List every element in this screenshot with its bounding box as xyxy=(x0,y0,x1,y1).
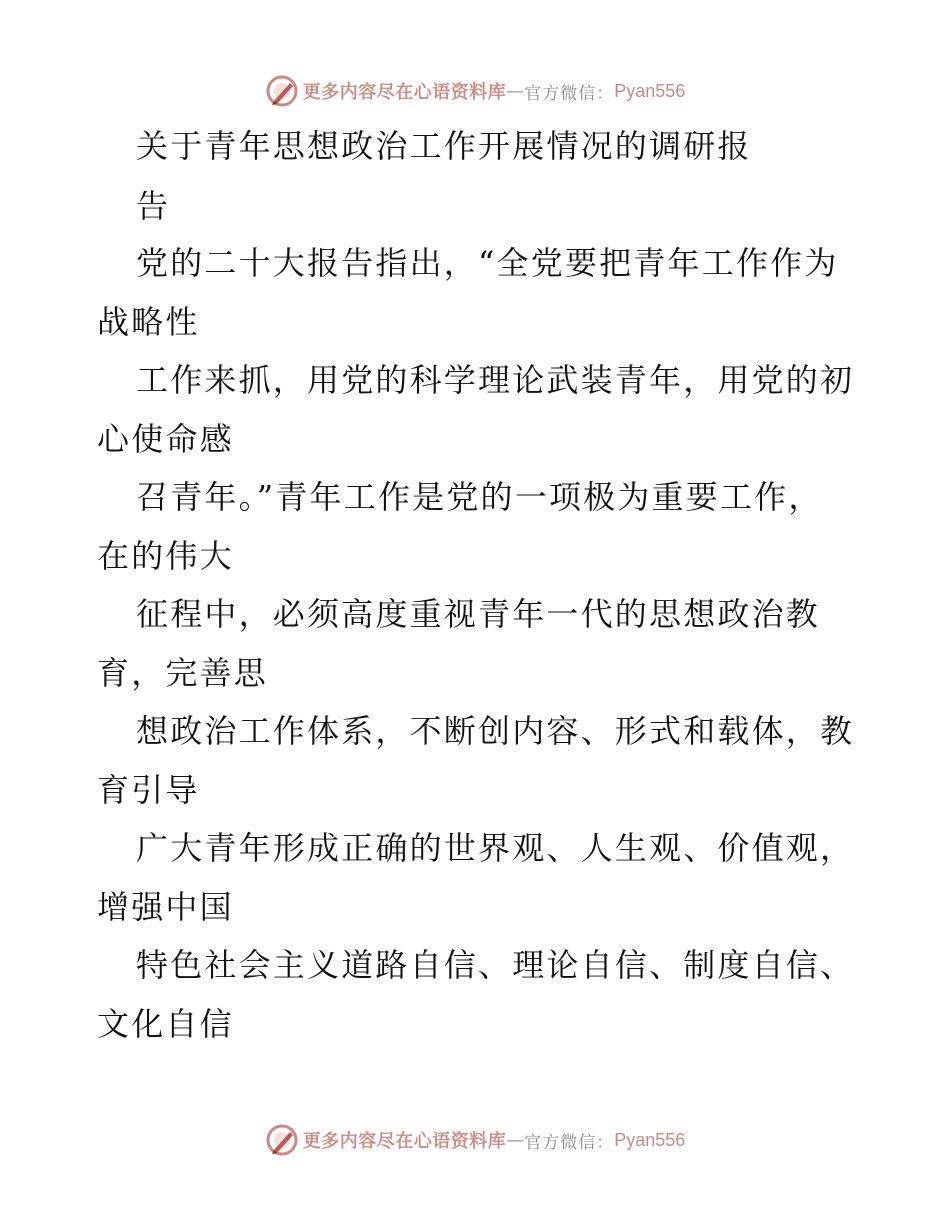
paragraph-line: 征程中，必须高度重视青年一代的思想政治教 xyxy=(136,595,821,633)
header-official-label: 官方微信： xyxy=(524,83,615,104)
pen-logo-icon xyxy=(265,74,299,108)
footer-watermark xyxy=(0,1120,950,1160)
paragraph-line: 想政治工作体系，不断创内容、形式和载体，教 xyxy=(136,712,855,750)
document-title-line-2: 告 xyxy=(136,187,171,225)
paragraph-line: 党的二十大报告指出，“全党要把青年工作作为 xyxy=(136,244,839,282)
header-wechat-handle: Pyan556 xyxy=(614,80,686,101)
footer-wechat-handle: Pyan556 xyxy=(614,1129,686,1150)
paragraph-line: 育，完善思 xyxy=(97,654,269,692)
footer-official-label: 官方微信： xyxy=(524,1132,615,1153)
header-watermark xyxy=(0,71,950,111)
paragraph-line: 育引导 xyxy=(97,771,200,809)
document-title-line-1: 关于青年思想政治工作开展情况的调研报 xyxy=(136,127,752,165)
footer-promo-text: 更多内容尽在心语资料库 xyxy=(302,1131,507,1152)
pen-logo-icon xyxy=(265,1123,299,1157)
paragraph-line: 广大青年形成正确的世界观、人生观、价值观， xyxy=(136,829,855,867)
footer-separator: — xyxy=(506,1129,525,1151)
paragraph-line: 召青年。”青年工作是党的一项极为重要工作， xyxy=(136,478,823,516)
paragraph-line: 工作来抓，用党的科学理论武装青年，用党的初 xyxy=(136,361,855,399)
header-separator: — xyxy=(506,80,525,102)
paragraph-line: 在的伟大 xyxy=(97,537,234,575)
paragraph-line: 增强中国 xyxy=(97,888,234,926)
paragraph-line: 特色社会主义道路自信、理论自信、制度自信、 xyxy=(136,946,855,984)
paragraph-line: 心使命感 xyxy=(97,420,234,458)
header-promo-text: 更多内容尽在心语资料库 xyxy=(302,82,507,103)
paragraph-line: 战略性 xyxy=(97,303,200,341)
paragraph-line: 文化自信 xyxy=(97,1005,234,1043)
